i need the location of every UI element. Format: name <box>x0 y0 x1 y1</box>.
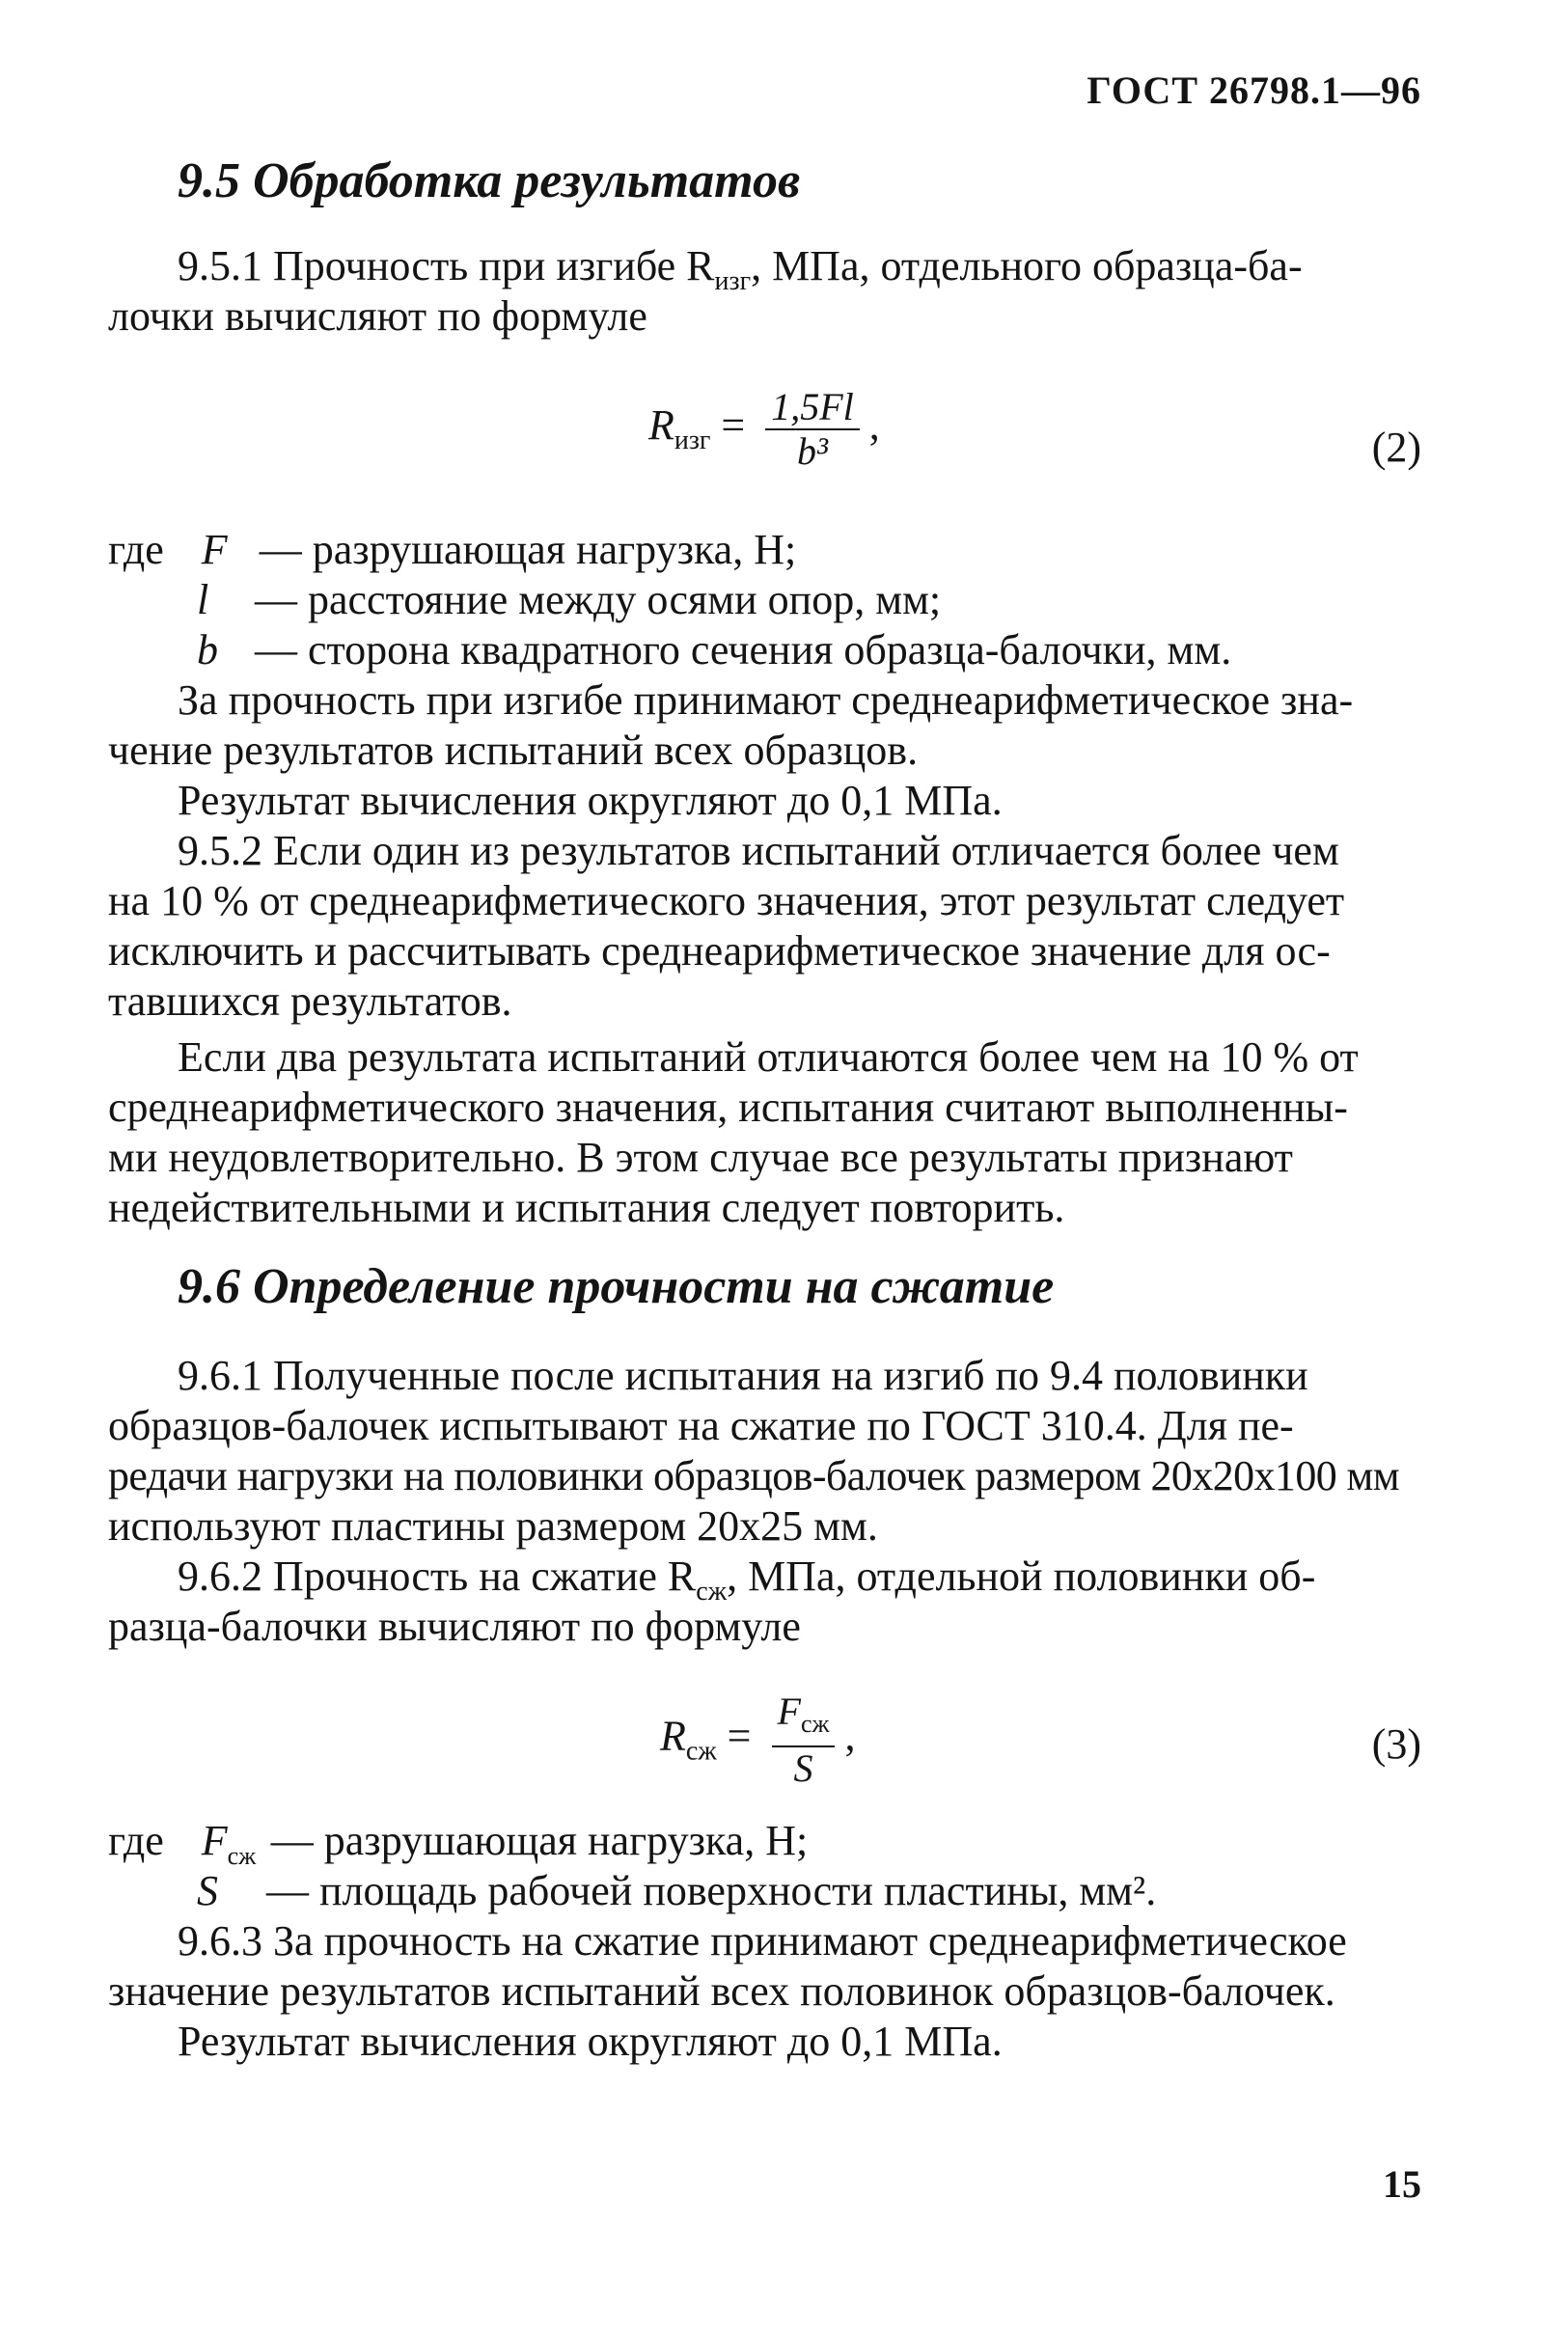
paragraph-9-5-2-l2: на 10 % от среднеарифметического значения, этот результат следует <box>108 877 1345 924</box>
where-item-fcж: где $F_{сж}$ — разрушающая нагрузка, Н; <box>108 1817 809 1870</box>
paragraph-two-l1: Если два результата испытаний отличаются более чем на 10 % от <box>178 1033 1359 1081</box>
formula-2: $R_{изг}$ = $\frac{1,5Fl}{\text{b³}}$ , <box>648 385 880 473</box>
fraction <box>772 1690 836 1790</box>
paragraph-9-5-2-l3: исключить и рассчитывать среднеарифметическое значение для ос- <box>108 927 1331 975</box>
equation-number-2: (2) <box>1371 424 1421 471</box>
numerator: $F_{сж}$ <box>772 1690 836 1747</box>
denominator: b³ <box>797 429 829 473</box>
paragraph-9-6-1-l1: 9.6.1 Полученные после испытания на изгиб по 9.4 половинки <box>178 1352 1308 1399</box>
paragraph-mean-line1: За прочность при изгибе принимают среднеарифметическое зна- <box>178 676 1354 724</box>
paragraph-9-5-1-cont: лочки вычисляют по формуле <box>108 292 647 340</box>
section-9-6-title: 9.6 Определение прочности на сжатие <box>178 1259 1055 1314</box>
paragraph-9-5-1: 9.5.1 Прочность при изгибе $R_{изг}$, МПа, отдельного образца-ба- <box>178 242 1303 296</box>
paragraph-two-l4: недействительными и испытания следует повторить. <box>108 1184 1065 1231</box>
paragraph-9-6-1-l4: используют пластины размером 20х25 мм. <box>108 1502 878 1550</box>
paragraph-round-1: Результат вычисления округляют до 0,1 МПа. <box>178 777 1003 824</box>
paragraph-mean-line2: чение результатов испытаний всех образцов. <box>108 727 919 774</box>
numerator: 1,5Fl <box>765 386 860 430</box>
paragraph-9-5-2-l1: 9.5.2 Если один из результатов испытаний отличается более чем <box>178 827 1339 874</box>
paragraph-9-6-3-l1: 9.6.3 За прочность на сжатие принимают среднеарифметическое <box>178 1917 1347 1965</box>
paragraph-9-6-1-l2: образцов-балочек испытывают на сжатие по ГОСТ 310.4. Для пе- <box>108 1402 1294 1449</box>
paragraph-9-6-1-l3: редачи нагрузки на половинки образцов-балочек размером 20х20х100 мм <box>108 1452 1400 1499</box>
paragraph-two-l3: ми неудовлетворительно. В этом случае все результаты признают <box>108 1134 1293 1181</box>
denominator: S <box>793 1746 813 1790</box>
page-number: 15 <box>1383 2162 1421 2206</box>
paragraph-two-l2: среднеарифметического значения, испытания считают выполненны- <box>108 1084 1348 1131</box>
where-item-s: S — площадь рабочей поверхности пластины, мм². <box>197 1867 1157 1914</box>
where-item-f: где F — разрушающая нагрузка, Н; <box>108 526 797 573</box>
fraction <box>765 386 860 473</box>
paragraph-9-6-2-cont: разца-балочки вычисляют по формуле <box>108 1603 801 1650</box>
section-9-5-title: 9.5 Обработка результатов <box>178 153 801 208</box>
paragraph-9-6-3-l2: значение результатов испытаний всех половинок образцов-балочек. <box>108 1967 1335 2015</box>
paragraph-round-2: Результат вычисления округляют до 0,1 МПа. <box>178 2018 1003 2065</box>
where-item-b: b — сторона квадратного сечения образца-балочки, мм. <box>197 626 1232 673</box>
formula-3: $R_{сж}$ = $\frac{F_{сж}}{S}$ , <box>660 1690 856 1790</box>
paragraph-9-6-2: 9.6.2 Прочность на сжатие $R_{сж}$, МПа, отдельной половинки об- <box>178 1553 1316 1607</box>
equation-number-3: (3) <box>1371 1720 1421 1768</box>
paragraph-9-5-2-l4: тавшихся результатов. <box>108 977 512 1025</box>
where-item-l: l — расстояние между осями опор, мм; <box>197 576 942 623</box>
standard-number: ГОСТ 26798.1—96 <box>1087 69 1421 112</box>
